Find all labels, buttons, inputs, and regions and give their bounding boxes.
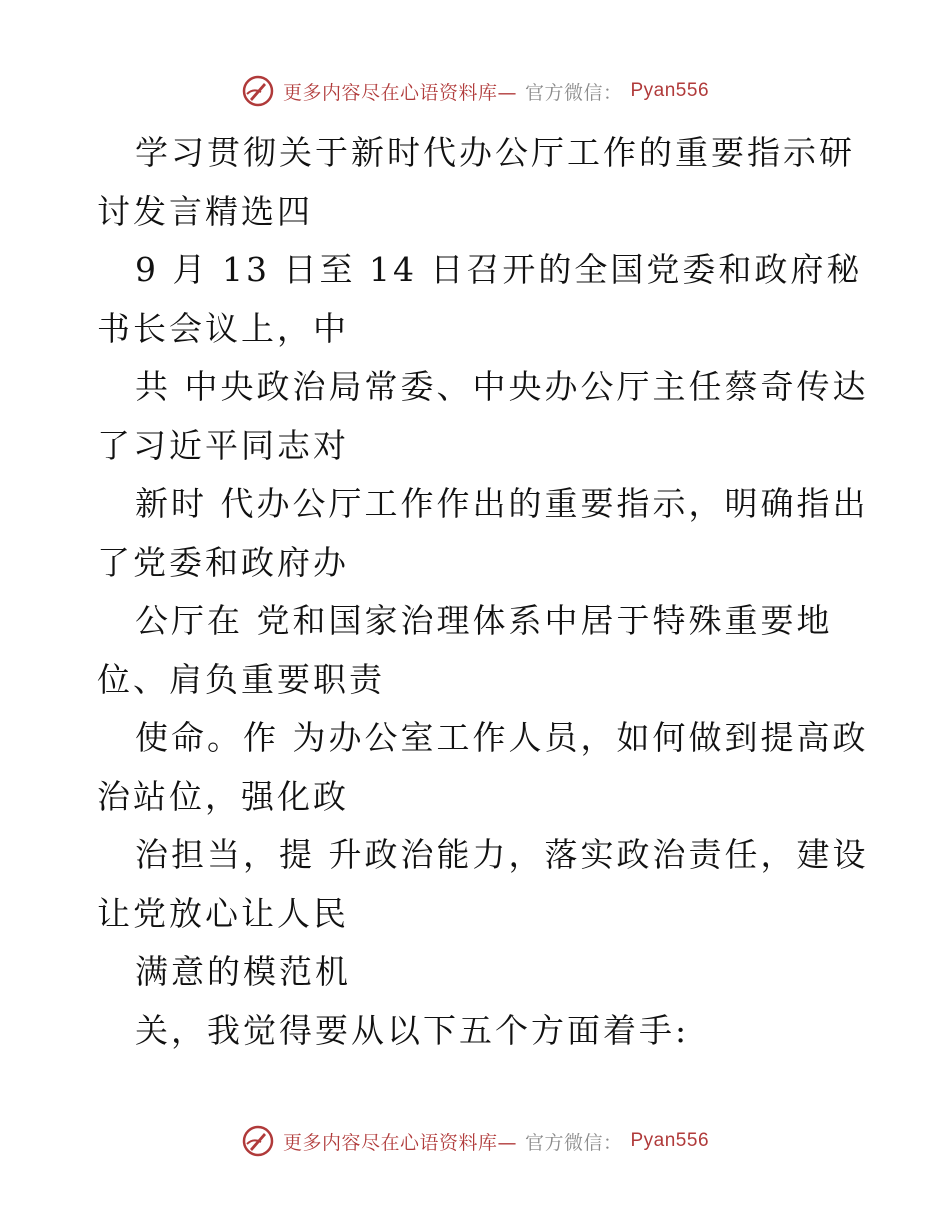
paragraph-6: 治担当，提 升政治能力，落实政治责任，建设让党放心让人民 [97, 835, 869, 933]
quill-logo-icon [241, 1124, 275, 1158]
quill-logo-icon [241, 74, 275, 108]
paragraph-4: 公厅在 党和国家治理体系中居于特殊重要地位、肩负重要职责 [97, 601, 833, 699]
paragraph-2: 共 中央政治局常委、中央办公厅主任蔡奇传达了习近平同志对 [97, 367, 869, 465]
paragraph-1: 9 月 13 日至 14 日召开的全国党委和政府秘书长会议上，中 [97, 250, 863, 348]
paragraph-8: 关，我觉得要从以下五个方面着手: [135, 1010, 690, 1050]
document-title: 学习贯彻关于新时代办公厅工作的重要指示研讨发言精选四 [97, 133, 855, 231]
footer-site-text: 更多内容尽在心语资料库— [282, 1131, 517, 1154]
header-watermark [0, 74, 950, 108]
footer-wechat-label: 官方微信： [524, 1131, 623, 1154]
paragraph-7: 满意的模范机 [135, 952, 351, 991]
header-wechat-label: 官方微信： [524, 81, 623, 104]
document-body [97, 124, 877, 1060]
paragraph-5: 使命。作 为办公室工作人员，如何做到提高政治站位，强化政 [97, 718, 869, 816]
footer-watermark [0, 1124, 950, 1158]
footer-wechat-id: Pyan556 [630, 1130, 710, 1151]
paragraph-3: 新时 代办公厅工作作出的重要指示，明确指出了党委和政府办 [97, 484, 869, 582]
header-site-text: 更多内容尽在心语资料库— [282, 81, 517, 104]
header-wechat-id: Pyan556 [630, 80, 710, 101]
